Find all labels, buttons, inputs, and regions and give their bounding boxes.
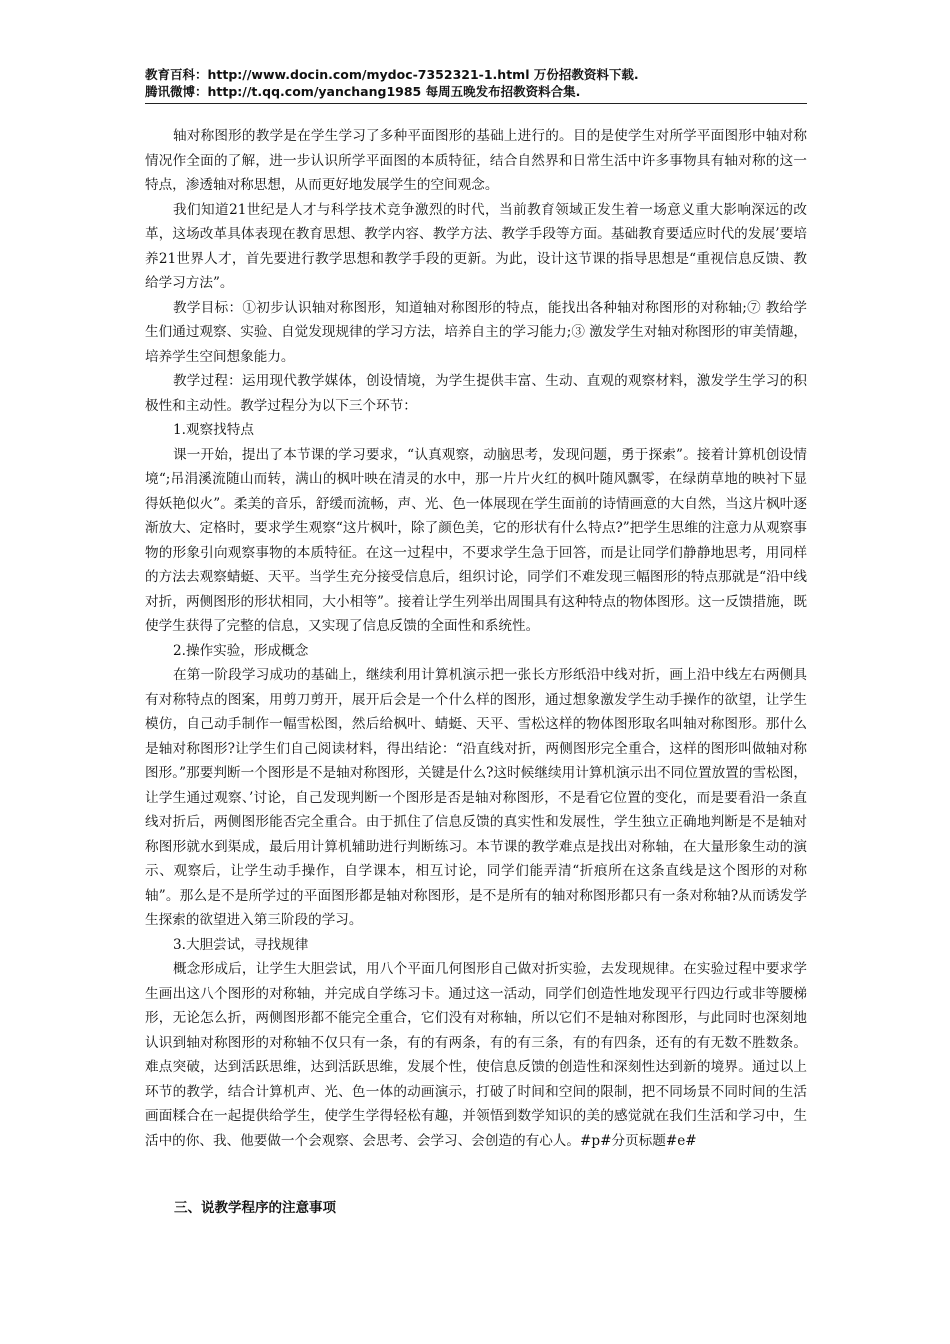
paragraph-step-2: 在第一阶段学习成功的基础上，继续利用计算机演示把一张长方形纸沿中线对折，画上沿中线左右两侧具有对称特点的图案，用剪刀剪开，展开后会是一个什么样的图形，通过想象激发学生动手操作的欲望，让学生模仿，自己动手制作一幅雪松图，然后给枫叶、蜻蜓、天平、雪松这样的物体图形取名叫轴对称图形。那什么是轴对称图形?让学生们自己阅读材料，得出结论：“沿直线对折，两侧图形完全重合，这样的图形叫做轴对称图形。”那要判断一个图形是不是轴对称图形，关键是什么?这时候继续用计算机演示出不同位置放置的雪松图，让学生通过观察、’讨论，自己发现判断一个图形是否是轴对称图形，不是看它位置的变化，而是要看沿一条直线对折后，两侧图形能否完全重合。由于抓住了信息反馈的真实性和发展性，学生独立正确地判断是不是轴对称图形就水到渠成，最后用计算机辅助进行判断练习。本节课的教学难点是找出对称轴，在大量形象生动的演示、观察后，让学生动手操作，自学课本，相互讨论，同学们能弄清“折痕所在这条直线是这个图形的对称轴”。那么是不是所学过的平面图形都是轴对称图形，是不是所有的轴对称图形都只有一条对称轴?从而诱发学生探索的欲望进入第三阶段的学习。 — [145, 667, 807, 928]
step-heading-3: 3.大胆尝试，寻找规律 — [173, 936, 309, 953]
step-heading-2: 2.操作实验，形成概念 — [173, 642, 309, 659]
paragraph-step-1: 课一开始，提出了本节课的学习要求，“认真观察，动脑思考，发现问题，勇于探索”。接着计算机创设情境“;吊涓溪流随山而转，满山的枫叶映在清灵的水中，那一片片火红的枫叶随风飘零，在绿荫草地的映衬下显得妖艳似火”。柔美的音乐，舒缓而流畅，声、光、色一体展现在学生面前的诗情画意的大自然，当这片枫叶逐渐放大、定格时，要求学生观察“这片枫叶，除了颜色美，它的形状有什么特点?”把学生思维的注意力从观察事物的形象引向观察事物的本质特征。在这一过程中，不要求学生急于回答，而是让同学们静静地思考，用同样的方法去观察蜻蜓、天平。当学生充分接受信息后，组织讨论，同学们不难发现三幅图形的特点那就是“沿中线对折，两侧图形的形状相同，大小相等”。接着让学生列举出周围具有这种特点的物体图形。这一反馈措施，既使学生获得了完整的信息，又实现了信息反馈的全面性和系统性。 — [145, 446, 807, 634]
paragraph-teaching-process: 教学过程：运用现代教学媒体，创设情境，为学生提供丰富、生动、直观的观察材料，激发学生学习的积极性和主动性。教学过程分为以下三个环节： — [145, 373, 807, 414]
step-heading-1: 1.观察找特点 — [173, 422, 254, 438]
header-link-weibo[interactable]: 腾讯微博：http://t.qq.com/yanchang1985 每周五晚发布招教资料合集. — [145, 84, 581, 99]
paragraph-teaching-goals: 教学目标：①初步认识轴对称图形，知道轴对称图形的特点，能找出各种轴对称图形的对称轴;⑦ 教给学生们通过观察、实验、自觉发现规律的学习方法，培养自主的学习能力;③ 激发学生对轴对称图形的审美情趣，培养学生空间想象能力。 — [145, 299, 807, 365]
paragraph-step-3: 概念形成后，让学生大胆尝试，用八个平面几何图形自己做对折实验，去发现规律。在实验过程中要求学生画出这八个图形的对称轴，并完成自学练习卡。通过这一活动，同学们创造性地发现平行四边行或非等腰梯形，无论怎么折，两侧图形都不能完全重合，它们没有对称轴，所以它们不是轴对称图形，与此同时也深刻地认识到轴对称图形的对称轴不仅只有一条，有的有两条，有的有三条，有的有四条，还有的有无数不胜数条。难点突破，达到活跃思维，达到活跃思维，发展个性，使信息反馈的创造性和深刻性达到新的境界。通过以上环节的教学，结合计算机声、光、色一体的动画演示，打破了时间和空间的限制，把不同场景不同时间的生活画面糅合在一起提供给学生，使学生学得轻松有趣，并领悟到数学知识的美的感觉就在我们生活和学习中，生活中的你、我、他要做一个会观察、会思考、会学习、会创造的有心人。#p#分页标题#e# — [145, 961, 807, 1149]
document-body — [145, 124, 807, 1153]
section-title: 三、说教学程序的注意事项 — [174, 1200, 336, 1216]
page-header — [145, 66, 807, 104]
paragraph-guiding-idea: 我们知道21世纪是人才与科学技术竞争激烈的时代，当前教育领域正发生着一场意义重大影响深远的改革，这场改革具体表现在教育思想、教学内容、教学方法、教学手段等方面。基础教育要适应时代的发展’要培养21世界人才，首先要进行教学思想和教学手段的更新。为此，设计这节课的指导思想是“重视信息反馈、教给学习方法”。 — [145, 201, 807, 291]
paragraph-intro: 轴对称图形的教学是在学生学习了多种平面图形的基础上进行的。目的是使学生对所学平面图形中轴对称情况作全面的了解，进一步认识所学平面图的本质特征，结合自然界和日常生活中许多事物具有轴对称的这一特点，渗透轴对称思想，从而更好地发展学生的空间观念。 — [145, 128, 807, 193]
header-link-docin[interactable]: 教育百科：http://www.docin.com/mydoc-7352321-1.html 万份招教资料下载. — [145, 67, 639, 82]
